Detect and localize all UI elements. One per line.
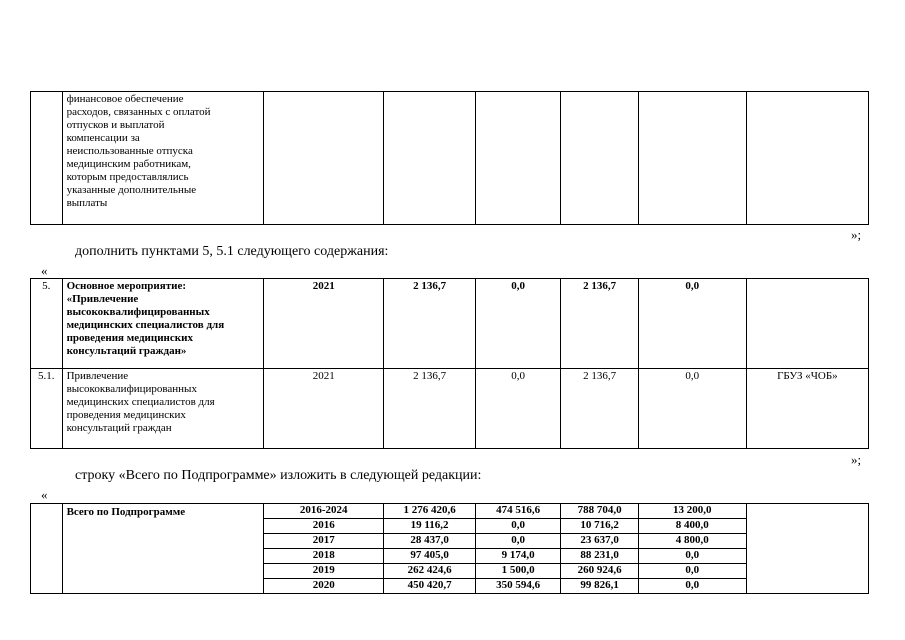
- other-sources-cell: 13 200,0: [638, 504, 746, 519]
- empty-cell: [746, 92, 868, 225]
- regional-budget-cell: 88 231,0: [561, 549, 638, 564]
- federal-budget-cell: 0,0: [475, 279, 561, 369]
- total-cell: 28 437,0: [384, 534, 476, 549]
- row-description-cell: Основное мероприятие: «Привлечение высококвалифицированных медицинских специалистов для проведения медицинских консультаций граждан»: [62, 279, 264, 369]
- other-sources-cell: 0,0: [638, 579, 746, 594]
- empty-cell: [561, 92, 638, 225]
- opening-quote: «: [41, 263, 48, 278]
- total-cell: 450 420,7: [384, 579, 476, 594]
- row-number-cell: [31, 504, 63, 594]
- empty-cell: [475, 92, 561, 225]
- year-cell: 2021: [264, 279, 384, 369]
- row-description-cell: Привлечение высококвалифицированных медицинских специалистов для проведения медицинских консультаций граждан: [62, 369, 264, 449]
- federal-budget-cell: 0,0: [475, 534, 561, 549]
- paragraph-add-points: дополнить пунктами 5, 5.1 следующего содержания:: [75, 244, 389, 259]
- regional-budget-cell: 23 637,0: [561, 534, 638, 549]
- closing-quote: »;: [851, 452, 862, 467]
- executor-cell: [746, 279, 868, 369]
- federal-budget-cell: 0,0: [475, 519, 561, 534]
- empty-cell: [264, 92, 384, 225]
- regional-budget-cell: 10 716,2: [561, 519, 638, 534]
- regional-budget-cell: 99 826,1: [561, 579, 638, 594]
- federal-budget-cell: 9 174,0: [475, 549, 561, 564]
- federal-budget-cell: 0,0: [475, 369, 561, 449]
- total-cell: 1 276 420,6: [384, 504, 476, 519]
- total-cell: 2 136,7: [384, 279, 476, 369]
- regional-budget-cell: 260 924,6: [561, 564, 638, 579]
- other-sources-cell: 4 800,0: [638, 534, 746, 549]
- table-fragment-top: [30, 91, 869, 225]
- year-cell: 2020: [264, 579, 384, 594]
- table-row: [31, 504, 869, 519]
- opening-quote: «: [41, 487, 48, 502]
- table-new-points: [30, 278, 869, 449]
- regional-budget-cell: 788 704,0: [561, 504, 638, 519]
- executor-cell: ГБУЗ «ЧОБ»: [746, 369, 868, 449]
- row-number-cell: 5.1.: [31, 369, 63, 449]
- federal-budget-cell: 1 500,0: [475, 564, 561, 579]
- closing-quote: »;: [851, 227, 862, 242]
- year-cell: 2018: [264, 549, 384, 564]
- year-cell: 2021: [264, 369, 384, 449]
- other-sources-cell: 0,0: [638, 369, 746, 449]
- other-sources-cell: 0,0: [638, 279, 746, 369]
- year-cell: 2017: [264, 534, 384, 549]
- federal-budget-cell: 350 594,6: [475, 579, 561, 594]
- total-cell: 97 405,0: [384, 549, 476, 564]
- table-row: [31, 279, 869, 369]
- executor-cell: [746, 504, 868, 594]
- table-row: [31, 369, 869, 449]
- empty-cell: [638, 92, 746, 225]
- total-cell: 2 136,7: [384, 369, 476, 449]
- other-sources-cell: 0,0: [638, 564, 746, 579]
- regional-budget-cell: 2 136,7: [561, 279, 638, 369]
- row-description-cell: финансовое обеспечение расходов, связанных с оплатой отпусков и выплатой компенсации за неиспользованные отпуска медицинским работникам, которым предоставлялись указанные дополнительные выплаты: [62, 92, 264, 225]
- paragraph-total-row: строку «Всего по Подпрограмме» изложить в следующей редакции:: [75, 468, 482, 483]
- other-sources-cell: 0,0: [638, 549, 746, 564]
- table-row: [31, 92, 869, 225]
- federal-budget-cell: 474 516,6: [475, 504, 561, 519]
- other-sources-cell: 8 400,0: [638, 519, 746, 534]
- total-label-cell: Всего по Подпрограмме: [62, 504, 264, 594]
- year-cell: 2016: [264, 519, 384, 534]
- year-cell: 2016-2024: [264, 504, 384, 519]
- year-cell: 2019: [264, 564, 384, 579]
- total-cell: 19 116,2: [384, 519, 476, 534]
- table-total: [30, 503, 869, 594]
- empty-cell: [384, 92, 476, 225]
- regional-budget-cell: 2 136,7: [561, 369, 638, 449]
- row-number-cell: 5.: [31, 279, 63, 369]
- total-cell: 262 424,6: [384, 564, 476, 579]
- row-number-cell: [31, 92, 63, 225]
